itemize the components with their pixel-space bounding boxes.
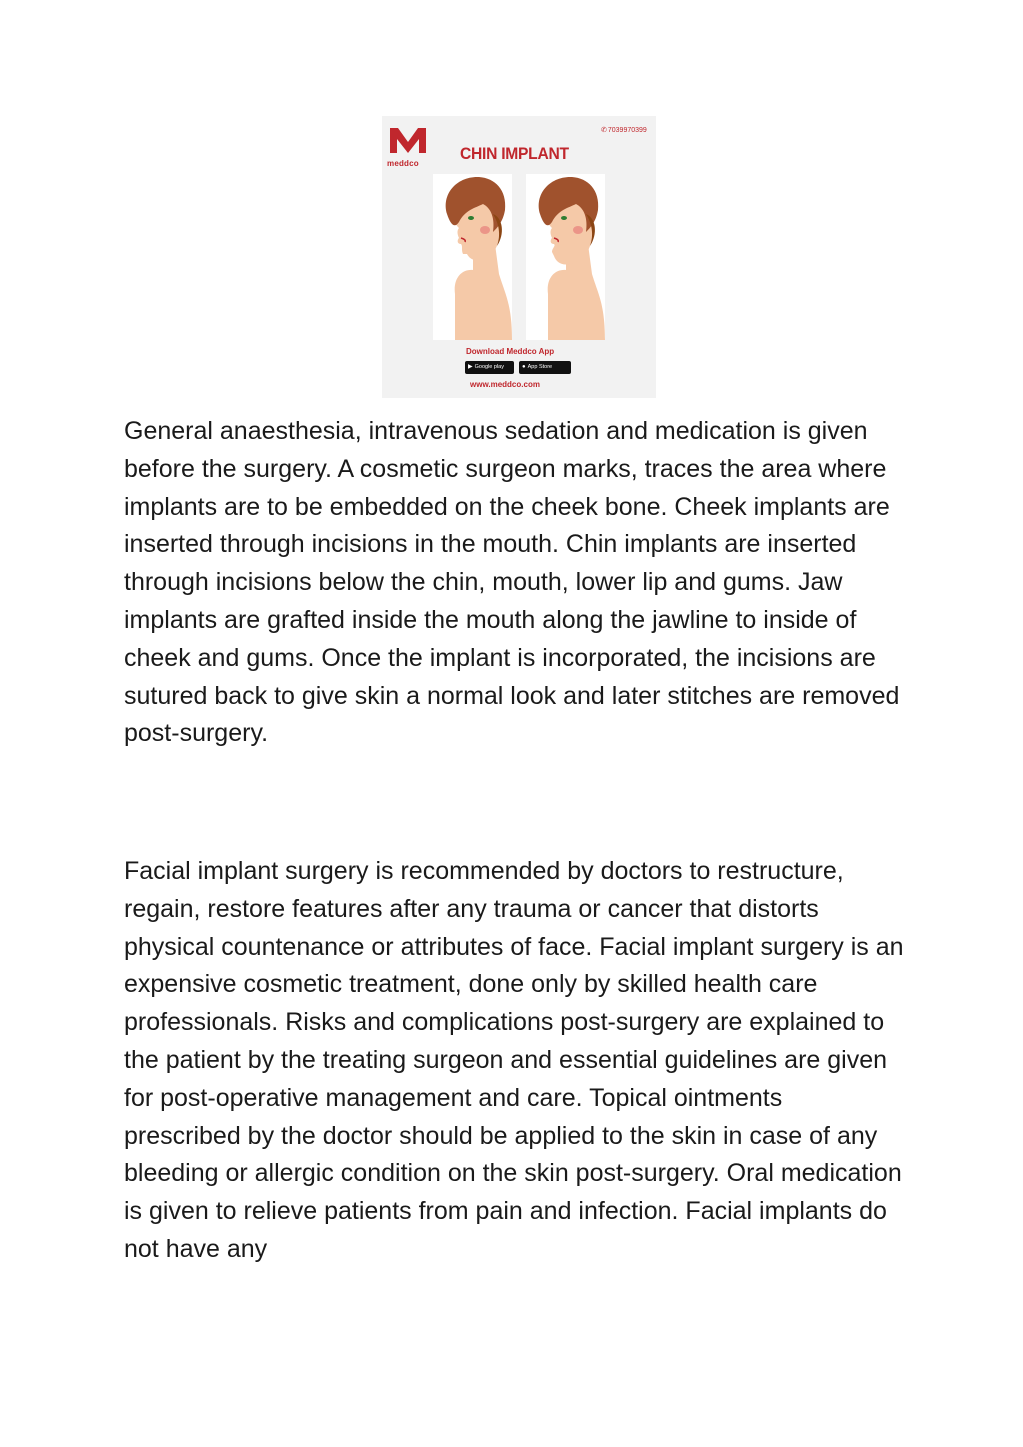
banner-title: CHIN IMPLANT [460, 144, 569, 163]
google-play-button[interactable] [465, 361, 514, 374]
body-paragraph: Facial implant surgery is recommended by doctors to restructure, regain, restore features after any trauma or cancer that distorts physical countenance or attributes of face. Facial implant surgery is an expensive cosmetic treatment, done only by skilled health care professionals. Risks and complications post-surgery are explained to the patient by the treating surgeon and essential guidelines are given for post-operative management and care. Topical ointments prescribed by the doctor should be applied to the skin in case of any bleeding or allergic condition on the skin post-surgery. Oral medication is given to relieve patients from pain and infection. Facial implants do not have any [124, 857, 904, 1263]
meddco-logo-icon [388, 126, 428, 154]
app-store-label: App Store [527, 364, 553, 370]
website-link[interactable]: www.meddco.com [470, 380, 540, 389]
phone-number[interactable] [601, 126, 647, 134]
before-illustration [433, 174, 512, 340]
phone-text: 7039970399 [607, 127, 647, 134]
face-profile-before-icon [433, 174, 512, 340]
after-illustration [526, 174, 605, 340]
app-store-button[interactable] [519, 361, 571, 374]
body-paragraph: General anaesthesia, intravenous sedation and medication is given before the surgery. A cosmetic surgeon marks, traces the area where implants are to be embedded on the cheek bone. Cheek implants are inserted through incisions in the mouth. Chin implants are inserted through incisions below the chin, mouth, lower lip and gums. Jaw implants are grafted inside the mouth along the jawline to inside of cheek and gums. Once the implant is incorporated, the incisions are sutured back to give skin a normal look and later stitches are removed post-surgery. [124, 417, 900, 748]
play-icon: ▶ [468, 364, 473, 370]
logo-text: meddco [387, 159, 419, 168]
google-play-label: Google play [474, 364, 504, 370]
face-profile-after-icon [526, 174, 605, 340]
download-app-text: Download Meddco App [466, 347, 555, 356]
phone-icon: ✆ [601, 127, 607, 134]
chin-implant-banner [382, 116, 656, 398]
apple-icon: ● [522, 364, 526, 370]
